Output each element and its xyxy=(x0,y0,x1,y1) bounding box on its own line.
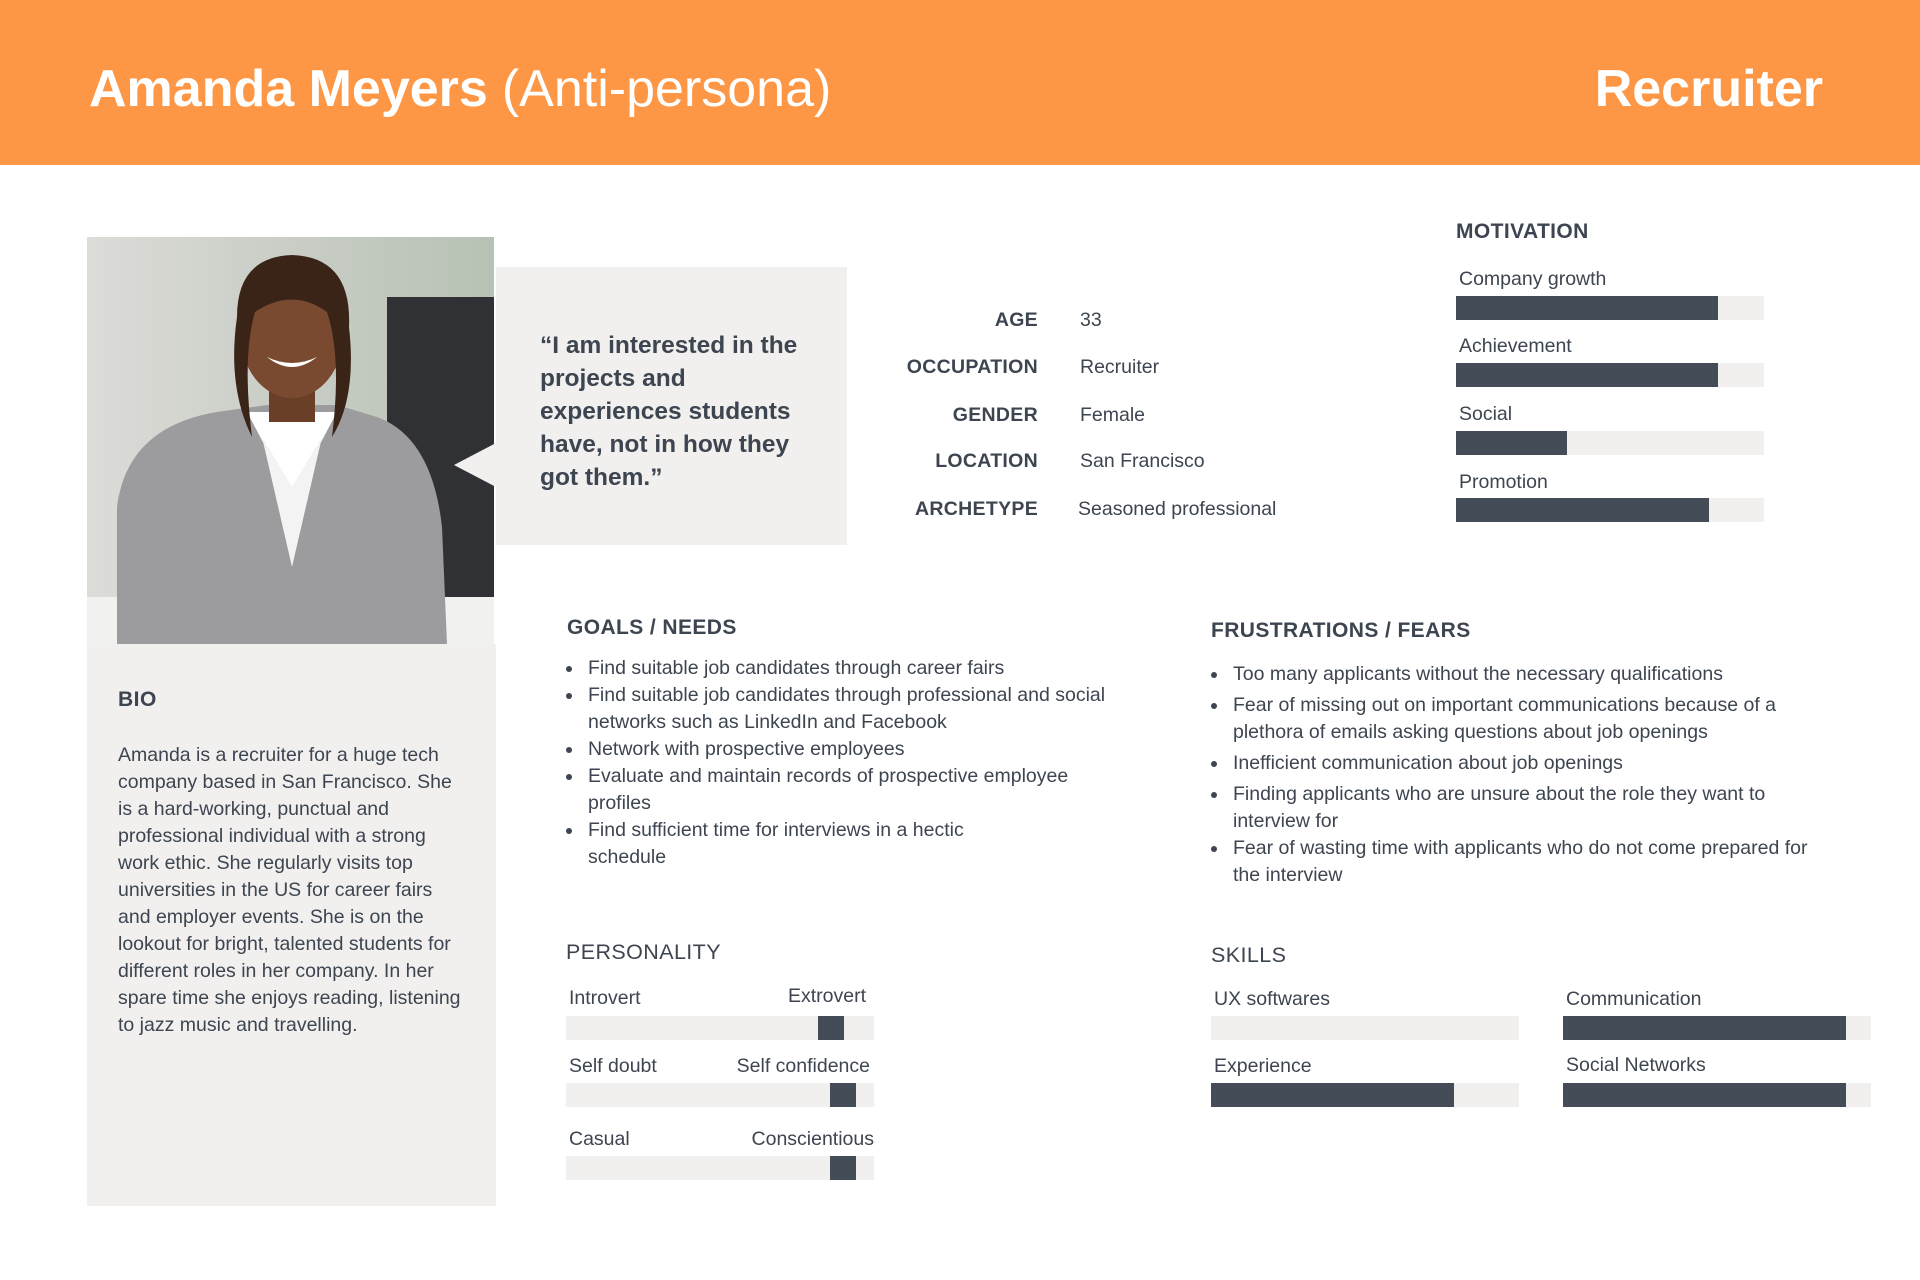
list-item: Find sufficient time for interviews in a hectic schedule xyxy=(564,817,1004,871)
persona-subtitle: (Anti-persona) xyxy=(501,60,832,118)
skill-label: Experience xyxy=(1214,1055,1312,1077)
frustrations-title: FRUSTRATIONS / FEARS xyxy=(1211,619,1471,642)
info-row-location xyxy=(880,450,1340,480)
skill-fill xyxy=(1211,1083,1454,1107)
motivation-fill xyxy=(1456,296,1718,320)
list-item: Inefficient communication about job openings xyxy=(1209,750,1849,777)
info-row-age xyxy=(880,309,1340,339)
list-item: Too many applicants without the necessary qualifications xyxy=(1209,661,1849,688)
list-item: Fear of wasting time with applicants who do not come prepared for the interview xyxy=(1209,835,1839,889)
info-label: GENDER xyxy=(952,404,1038,426)
frustrations-list xyxy=(1209,661,1849,889)
motivation-label: Promotion xyxy=(1459,471,1548,493)
personality-marker xyxy=(830,1083,856,1107)
persona-role: Recruiter xyxy=(1594,60,1823,118)
list-item: Evaluate and maintain records of prospective employee profiles xyxy=(564,763,1104,817)
skill-track xyxy=(1563,1083,1871,1107)
goals-title: GOALS / NEEDS xyxy=(567,616,737,639)
personality-right-label: Self confidence xyxy=(736,1055,870,1077)
skill-label: Social Networks xyxy=(1566,1054,1706,1076)
motivation-track xyxy=(1456,363,1764,387)
quote-panel xyxy=(496,267,847,545)
info-value: 33 xyxy=(1080,309,1102,331)
persona-photo xyxy=(87,237,494,644)
header-banner xyxy=(0,0,1920,165)
info-value: Seasoned professional xyxy=(1078,498,1277,520)
motivation-track xyxy=(1456,498,1764,522)
skill-fill xyxy=(1563,1083,1846,1107)
list-item: Find suitable job candidates through professional and social networks such as LinkedIn and Facebook xyxy=(564,682,1134,736)
motivation-label: Achievement xyxy=(1459,335,1572,357)
personality-left-label: Casual xyxy=(569,1128,630,1150)
list-item: Finding applicants who are unsure about the role they want to interview for xyxy=(1209,781,1809,835)
info-value: Female xyxy=(1080,404,1146,426)
quote-text: “I am interested in the projects and experiences students have, not in how they got them.” xyxy=(540,332,798,491)
info-label: OCCUPATION xyxy=(906,356,1038,378)
motivation-label: Company growth xyxy=(1459,268,1607,290)
motivation-track xyxy=(1456,296,1764,320)
bio-text: Amanda is a recruiter for a huge tech company based in San Francisco. She is a hard-working, punctual and professional individual with a strong work ethic. She regularly visits top universities in the US for career fairs and employer events. She is on the lookout for bright, talented students for different roles in her company. In her spare time she enjoys reading, listening to jazz music and travelling. xyxy=(118,744,461,1036)
personality-track xyxy=(566,1083,874,1107)
info-value: San Francisco xyxy=(1080,450,1205,472)
motivation-label: Social xyxy=(1459,403,1513,425)
info-value: Recruiter xyxy=(1080,356,1160,378)
skill-track xyxy=(1563,1016,1871,1040)
personality-marker xyxy=(830,1156,856,1180)
quote-pointer xyxy=(454,443,496,487)
personality-left-label: Introvert xyxy=(569,987,641,1009)
persona-name-line xyxy=(89,58,831,120)
personality-right-label: Conscientious xyxy=(751,1128,874,1150)
skill-fill xyxy=(1563,1016,1846,1040)
bio-title: BIO xyxy=(118,688,157,711)
bio-panel xyxy=(87,644,496,1206)
skill-track xyxy=(1211,1083,1519,1107)
list-item: Fear of missing out on important communications because of a plethora of emails asking questions about job openings xyxy=(1209,692,1829,746)
personality-title: PERSONALITY xyxy=(566,940,721,964)
motivation-fill xyxy=(1456,498,1709,522)
skill-label: UX softwares xyxy=(1214,988,1330,1010)
info-row-archetype xyxy=(880,498,1340,528)
personality-left-label: Self doubt xyxy=(569,1055,657,1077)
info-row-gender xyxy=(880,404,1340,434)
info-row-occupation xyxy=(880,356,1340,386)
skill-track xyxy=(1211,1016,1519,1040)
motivation-title: MOTIVATION xyxy=(1456,220,1589,243)
skill-label: Communication xyxy=(1566,988,1702,1010)
personality-right-label: Extrovert xyxy=(787,985,866,1007)
persona-name: Amanda Meyers xyxy=(89,60,488,118)
goals-list xyxy=(564,655,1134,871)
personality-marker xyxy=(818,1016,844,1040)
personality-track xyxy=(566,1156,874,1180)
motivation-fill xyxy=(1456,431,1567,455)
list-item: Network with prospective employees xyxy=(564,736,1134,763)
personality-track xyxy=(566,1016,874,1040)
skills-title: SKILLS xyxy=(1211,943,1287,967)
motivation-fill xyxy=(1456,363,1718,387)
info-label: LOCATION xyxy=(935,450,1038,472)
list-item: Find suitable job candidates through career fairs xyxy=(564,655,1134,682)
info-label: ARCHETYPE xyxy=(915,498,1038,520)
info-label: AGE xyxy=(994,309,1038,331)
motivation-track xyxy=(1456,431,1764,455)
